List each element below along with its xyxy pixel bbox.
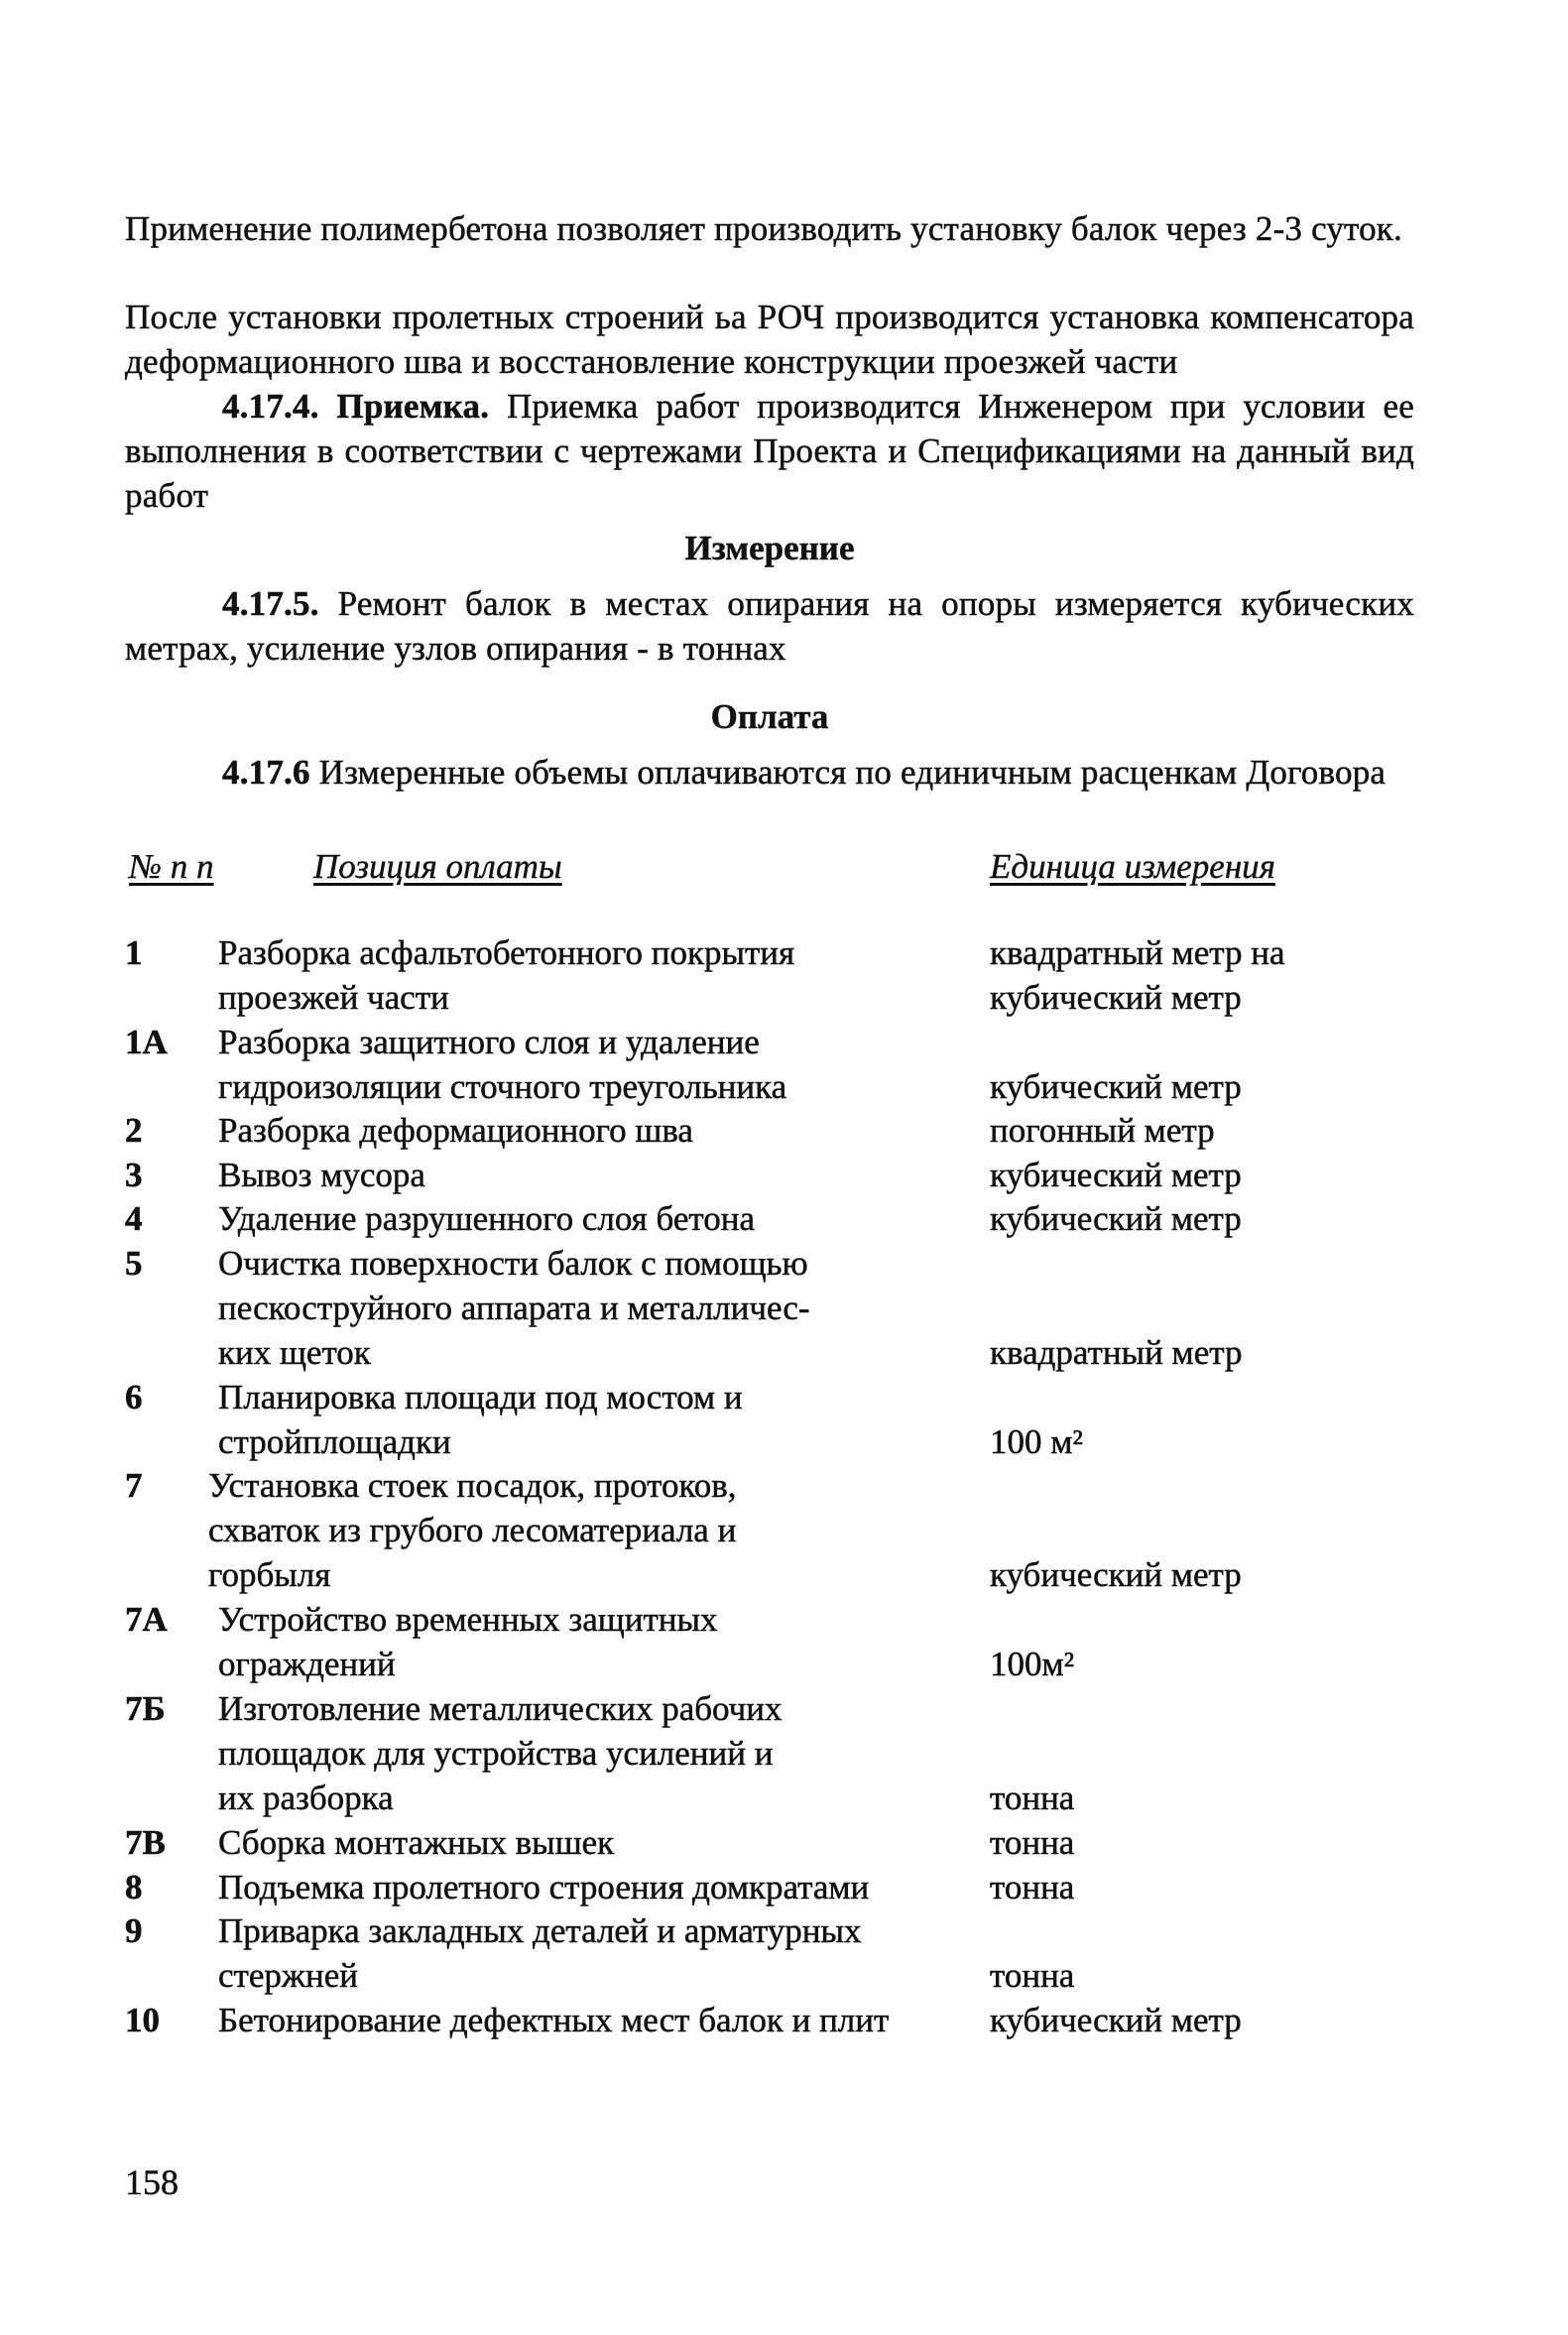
row-unit: 100м² — [990, 1645, 1075, 1683]
row-number: 7 — [125, 1466, 143, 1505]
row-number: 3 — [125, 1156, 143, 1194]
row-unit: кубический метр — [990, 2001, 1242, 2039]
row-unit: квадратный метр на кубический метр — [990, 933, 1285, 1017]
heading-measurement: Измерение — [684, 529, 855, 567]
row-number: 7А — [125, 1600, 168, 1639]
paragraph-text: После установки пролетных строений ьа РОЧ производится установка компенсатора деформационного шва и восстановление конструкции проезжей части — [125, 298, 1414, 381]
table-header-unit: Единица измерения — [990, 847, 1275, 886]
row-position: Планировка площади под мостом и стройплощадки — [218, 1378, 743, 1461]
paragraph-text: Применение полимербетона позволяет производить установку балок через 2-3 суток. — [125, 209, 1402, 248]
row-unit: 100 м² — [990, 1422, 1083, 1461]
section-number-payment: 4.17.6 — [222, 753, 310, 792]
table-header-position: Позиция оплаты — [313, 847, 562, 886]
paragraph-payment — [125, 750, 1414, 795]
paragraph-text: Измеренные объемы оплачиваются по единичным расценкам Договора — [309, 753, 1387, 792]
row-number: 1А — [125, 1023, 168, 1061]
row-number: 1 — [125, 933, 143, 972]
row-position: Устройство временных защитных ограждений — [218, 1600, 718, 1683]
row-position: Подъемка пролетного строения домкратами — [218, 1868, 870, 1906]
row-unit: квадратный метр — [990, 1333, 1243, 1372]
row-position: Разборка защитного слоя и удаление гидроизоляции сточного треугольника — [218, 1023, 787, 1106]
row-position: Сборка монтажных вышек — [218, 1823, 615, 1862]
paragraph-span-installation — [125, 295, 1414, 384]
section-number-measurement: 4.17.5. — [222, 584, 319, 623]
row-unit: кубический метр — [990, 1156, 1242, 1194]
row-unit: тонна — [990, 1779, 1075, 1817]
row-number: 4 — [125, 1199, 143, 1238]
row-unit: тонна — [990, 1956, 1075, 1995]
row-number: 9 — [125, 1911, 143, 1950]
paragraph-polymer-concrete — [125, 206, 1414, 251]
paragraph-text: Ремонт балок в местах опирания на опоры измеряется кубических метрах, усиление узлов опирания - в тоннах — [125, 584, 1414, 668]
row-unit: погонный метр — [990, 1111, 1215, 1150]
row-position: Разборка асфальтобетонного покрытия проезжей части — [218, 933, 795, 1017]
row-position: Установка стоек посадок, протоков, схваток из грубого лесоматериала и горбыля — [208, 1466, 737, 1594]
row-position: Разборка деформационного шва — [218, 1111, 693, 1150]
row-number: 10 — [125, 2001, 160, 2039]
row-unit: тонна — [990, 1823, 1075, 1862]
paragraph-measurement — [125, 581, 1414, 671]
row-unit: кубический метр — [990, 1067, 1242, 1106]
paragraph-text: Приемка работ производится Инженером при условии ее выполнения в соответствии с чертежами Проекта и Спецификациями на данный вид работ — [125, 387, 1414, 515]
row-number: 2 — [125, 1111, 143, 1150]
row-number: 5 — [125, 1244, 143, 1283]
row-position: Бетонирование дефектных мест балок и плит — [218, 2001, 890, 2039]
row-number: 7Б — [125, 1689, 166, 1728]
row-number: 7В — [125, 1823, 166, 1862]
row-number: 8 — [125, 1868, 143, 1906]
paragraph-acceptance — [125, 384, 1414, 518]
row-unit: кубический метр — [990, 1199, 1242, 1238]
row-position: Удаление разрушенного слоя бетона — [218, 1199, 756, 1238]
row-position: Вывоз мусора — [218, 1156, 425, 1194]
row-number: 6 — [125, 1378, 143, 1416]
table-header-number: № п п — [129, 847, 214, 886]
row-position: Изготовление металлических рабочих площадок для устройства усилений и их разборка — [218, 1689, 783, 1817]
page-number: 158 — [125, 2162, 179, 2202]
heading-payment: Оплата — [710, 697, 829, 736]
row-position: Очистка поверхности балок с помощью пескоструйного аппарата и металличес- ких щеток — [218, 1244, 810, 1372]
row-position: Приварка закладных деталей и арматурных стержней — [218, 1911, 862, 1995]
section-number-acceptance: 4.17.4. Приемка. — [222, 387, 490, 426]
row-unit: кубический метр — [990, 1555, 1242, 1594]
row-unit: тонна — [990, 1868, 1075, 1906]
